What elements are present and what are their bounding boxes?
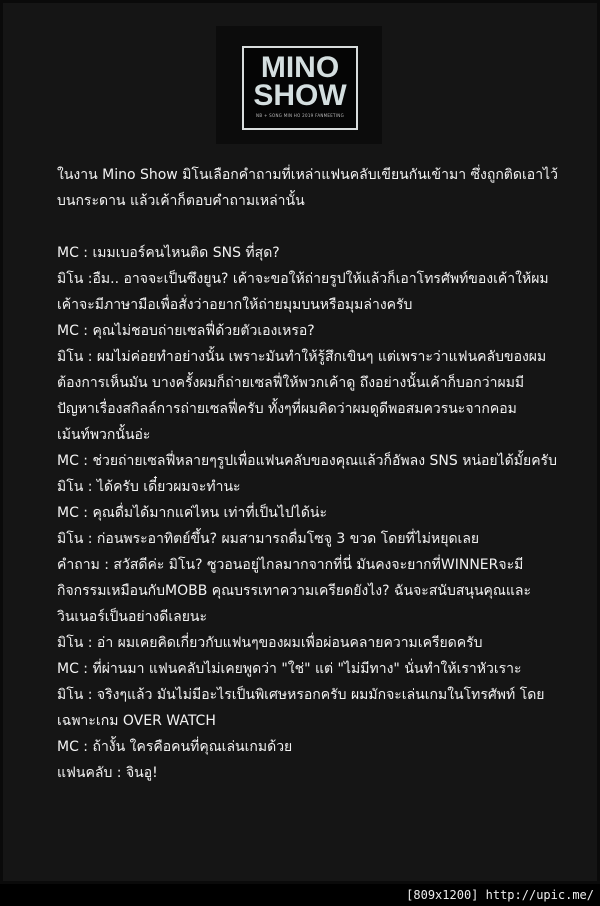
- mino-show-photo: [216, 26, 382, 144]
- dialogue-line: มิโน : จริงๆแล้ว มันไม่มีอะไรเป็นพิเศษหรอกครับ ผมมักจะเล่นเกมในโทรศัพท์ โดย: [57, 687, 545, 703]
- dialogue-line: MC : คุณไม่ชอบถ่ายเซลฟี่ด้วยตัวเองเหรอ?: [57, 323, 315, 339]
- dialogue-line: MC : คุณดื่มได้มากแค่ไหน เท่าที่เป็นไปได้น่ะ: [57, 505, 328, 521]
- dialogue-line: แฟนคลับ : จินอู!: [57, 765, 158, 781]
- dialogue-line: ต้องการเห็นมัน บางครั้งผมก็ถ่ายเซลฟี่ให้พวกเค้าดู ถึงอย่างนั้นเค้าก็บอกว่าผมมี: [57, 375, 525, 391]
- dialogue-line: คำถาม : สวัสดีค่ะ มิโน? ซูวอนอยู่ไกลมากจากที่นี่ มันคงจะยากที่WINNERจะมี: [57, 557, 524, 573]
- article-text: [57, 162, 587, 786]
- dialogue-line: MC : ที่ผ่านมา แฟนคลับไม่เคยพูดว่า "ใช่" แต่ "ไม่มีทาง" นั่นทำให้เราหัวเราะ: [57, 661, 522, 677]
- dialogue-line: เฉพาะเกม OVER WATCH: [57, 713, 216, 729]
- dialogue-line: MC : ช่วยถ่ายเซลฟี่หลายๆรูปเพื่อแฟนคลับของคุณแล้วก็อัพลง SNS หน่อยได้มั้ยครับ: [57, 453, 557, 469]
- mino-show-logo: [242, 46, 358, 130]
- dialogue-line: มิโน : ก่อนพระอาทิตย์ขึ้น? ผมสามารถดื่มโซจู 3 ขวด โดยที่ไม่หยุดเลย: [57, 531, 480, 547]
- dialogue-line: มิโน : อ่า ผมเคยคิดเกี่ยวกับแฟนๆของผมเพื่อผ่อนคลายความเครียดครับ: [57, 635, 483, 651]
- dialogue-line: วินเนอร์เป็นอย่างดีเลยนะ: [57, 609, 208, 625]
- intro-line: ในงาน Mino Show มิโนเลือกคำถามที่เหล่าแฟนคลับเขียนกันเข้ามา ซึ่งถูกติดเอาไว้: [57, 167, 558, 183]
- watermark: [809x1200] http://upic.me/: [406, 888, 594, 902]
- dialogue-line: มิโน : ได้ครับ เดี๋ยวผมจะทำนะ: [57, 479, 241, 495]
- dialogue-line: เค้าจะมีภาษามือเพื่อสั่งว่าอยากให้ถ่ายมุมบนหรือมุมล่างครับ: [57, 297, 413, 313]
- logo-line1: MINO: [260, 51, 340, 84]
- logo-line2: SHOW: [253, 79, 347, 112]
- intro-line: บนกระดาน แล้วเค้าก็ตอบคำถามเหล่านั้น: [57, 193, 305, 209]
- dialogue-line: MC : เมมเบอร์คนไหนติด SNS ที่สุด?: [57, 245, 280, 261]
- dialogue-line: ปัญหาเรื่องสกิลล์การถ่ายเซลฟี่ครับ ทั้งๆที่ผมคิดว่าผมดูดีพอสมควรนะจากคอม: [57, 401, 517, 417]
- dialogue-line: กิจกรรมเหมือนกับMOBB คุณบรรเทาความเครียดยังไง? ฉันจะสนับสนุนคุณและ: [57, 583, 531, 599]
- dialogue-line: MC : ถ้างั้น ใครคือคนที่คุณเล่นเกมด้วย: [57, 739, 293, 755]
- dialogue-line: มิโน :อืม.. อาจจะเป็นซึงยูน? เค้าจะขอให้ถ่ายรูปให้แล้วก็เอาโทรศัพท์ของเค้าให้ผม: [57, 271, 549, 287]
- dialogue-line: เม้นท์พวกนั้นอ่ะ: [57, 427, 151, 443]
- dialogue-line: มิโน : ผมไม่ค่อยทำอย่างนั้น เพราะมันทำให้รู้สึกเขินๆ แต่เพราะว่าแฟนคลับของผม: [57, 349, 547, 365]
- logo-subtitle: NB + SONG MIN HO 2019 FANMEETING: [256, 113, 344, 118]
- spacer: [57, 214, 587, 240]
